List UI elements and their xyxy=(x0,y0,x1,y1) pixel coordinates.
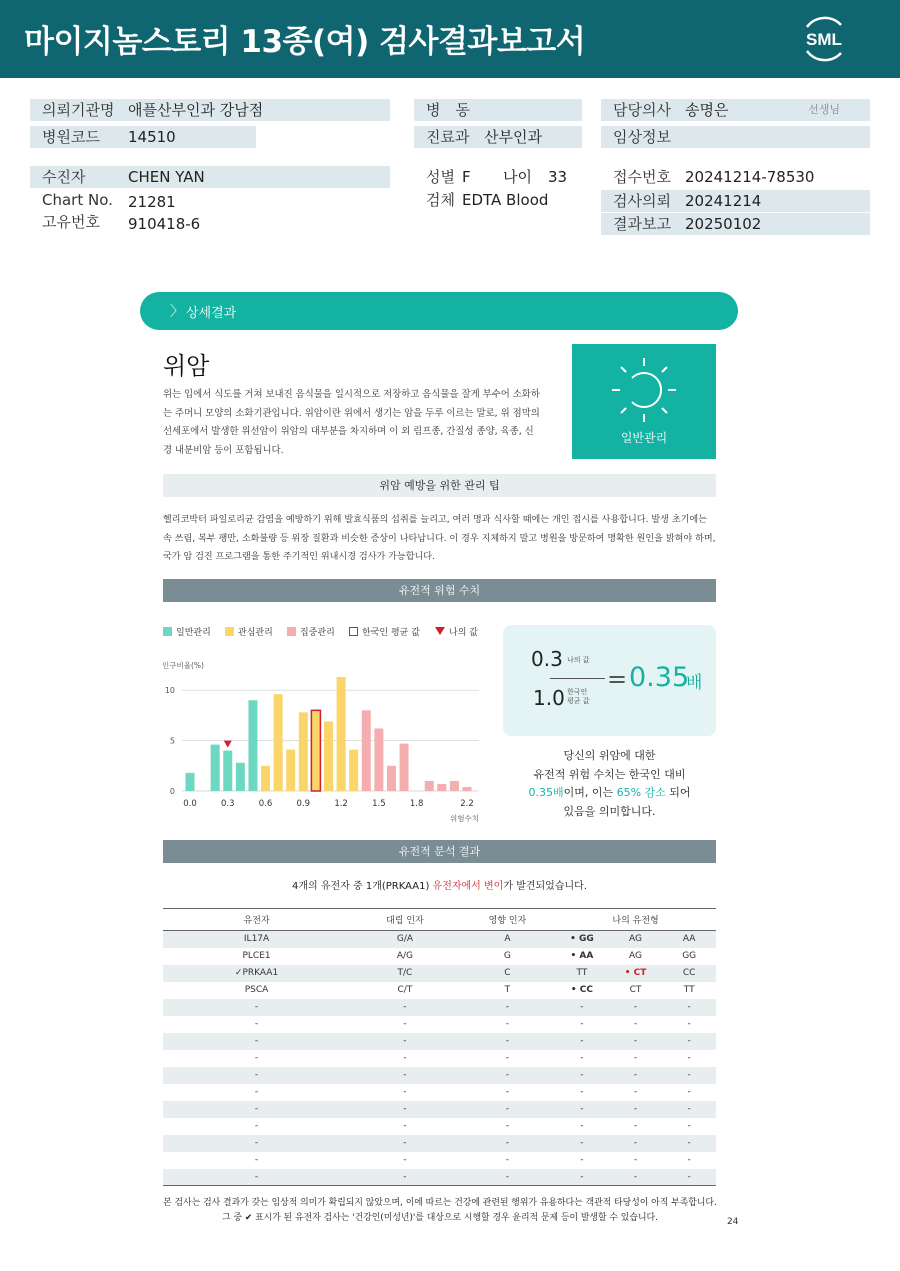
table-cell: T xyxy=(504,985,511,995)
table-cell: - xyxy=(460,999,555,1016)
my-ratio-label: 나의 값 xyxy=(567,656,590,664)
x-tick-label: 1.8 xyxy=(409,799,424,809)
x-tick-label: 0.0 xyxy=(183,799,197,809)
table-cell: - xyxy=(555,1135,609,1152)
table-cell: - xyxy=(254,1155,259,1165)
found-highlight: 유전자에서 변이 xyxy=(432,881,504,892)
found-text: 가 발견되었습니다. xyxy=(503,881,587,892)
department-label: 진료과 xyxy=(426,128,470,146)
table-cell: - xyxy=(580,1087,584,1097)
table-cell: - xyxy=(254,1087,259,1097)
table-cell: - xyxy=(254,1019,259,1029)
table-cell: - xyxy=(609,1033,663,1050)
doctor-field xyxy=(601,99,870,121)
hospital-code-label: 병원코드 xyxy=(42,128,100,146)
request-value: 20241214 xyxy=(685,192,762,210)
cancer-description: 위는 입에서 식도를 거쳐 보내진 음식물을 일시적으로 저장하고 음식물을 잘게 부수어 소화하는 주머니 모양의 소화기관입니다. 위암이란 위에서 생기는 암을 두루 이르는 말로, 위 점막의 선세포에서 발생한 위선암이 위암의 대부분을 차지하며 이 외 림프종, 간질성 종양, 육종, 신경 내분비암 등이 포함됩니다. xyxy=(163,389,540,456)
chart-bar xyxy=(261,766,270,791)
my-value-marker xyxy=(224,741,232,748)
summary-line-2: 유전적 위험 수치는 한국인 대비 xyxy=(533,767,686,781)
risk-summary xyxy=(503,747,716,821)
ward-field xyxy=(414,99,582,121)
table-cell: - xyxy=(633,1155,638,1165)
badge-label: 일반관리 xyxy=(620,431,668,445)
table-cell: - xyxy=(350,1135,460,1152)
summary-line-3 xyxy=(503,784,716,803)
institution-value: 애플산부인과 강남점 xyxy=(128,101,264,119)
institution-field xyxy=(30,99,390,121)
report-value: 20250102 xyxy=(685,215,762,233)
table-row xyxy=(163,1033,716,1050)
legend-swatch xyxy=(349,627,358,636)
table-cell: CC xyxy=(662,965,716,982)
table-cell: - xyxy=(403,1155,407,1165)
summary-decrease: 65% 감소 xyxy=(616,786,666,799)
table-cell: - xyxy=(555,999,609,1016)
table-cell: - xyxy=(460,1135,555,1152)
average-bar xyxy=(311,710,320,791)
sex-label: 성별 xyxy=(426,168,455,186)
summary-ratio: 0.35배 xyxy=(528,786,564,799)
table-cell: - xyxy=(254,1053,259,1063)
table-row xyxy=(163,1135,716,1152)
chart-bar xyxy=(349,750,358,791)
sun-icon xyxy=(610,356,678,424)
table-cell: - xyxy=(163,1135,350,1152)
age-value: 33 xyxy=(548,168,568,186)
request-field xyxy=(601,190,870,212)
table-cell: PLCE1 xyxy=(242,951,271,961)
chart-no-value: 21281 xyxy=(128,193,176,211)
risk-result-value: 0.35 xyxy=(629,662,690,693)
table-cell: G xyxy=(503,951,511,961)
table-cell: - xyxy=(609,1169,663,1186)
tips-heading: 위암 예방을 위한 관리 팁 xyxy=(163,474,716,497)
receipt-label: 접수번호 xyxy=(613,168,671,186)
ward-label: 병 동 xyxy=(426,101,470,119)
chart-bar xyxy=(463,787,472,791)
chart-bar xyxy=(236,763,245,791)
legend-swatch xyxy=(225,627,234,636)
table-cell: - xyxy=(460,1101,555,1118)
table-cell: AG xyxy=(609,931,663,948)
chart-bar xyxy=(248,700,257,791)
sml-logo xyxy=(797,13,851,65)
table-cell: - xyxy=(350,1101,460,1118)
department-field xyxy=(414,126,582,148)
legend-label: 나의 값 xyxy=(449,628,478,638)
table-row xyxy=(163,1169,716,1186)
patient-field xyxy=(30,166,390,188)
uid-label: 고유번호 xyxy=(42,213,100,231)
variant-found-text xyxy=(163,877,716,892)
chart-bar xyxy=(362,710,371,791)
table-row xyxy=(163,982,716,999)
legend-label: 집중관리 xyxy=(300,628,335,638)
x-tick-label: 1.2 xyxy=(334,799,348,809)
col-gene: 유전자 xyxy=(163,909,350,931)
logo-text: SML xyxy=(806,30,842,49)
institution-label: 의뢰기관명 xyxy=(42,101,115,119)
request-label: 검사의뢰 xyxy=(613,192,671,210)
chart-bar xyxy=(450,781,459,791)
table-cell: - xyxy=(254,1121,259,1131)
summary-text: 되어 xyxy=(665,786,691,799)
chart-bar xyxy=(286,750,295,791)
table-cell: - xyxy=(662,1101,716,1118)
clinical-label: 임상정보 xyxy=(613,128,671,146)
table-row xyxy=(163,965,716,982)
report-title: 마이지놈스토리 13종(여) 검사결과보고서 xyxy=(24,24,586,60)
chart-bar xyxy=(374,728,383,791)
legend-my-value xyxy=(435,625,478,638)
table-cell: - xyxy=(505,1155,510,1165)
table-cell: - xyxy=(460,1169,555,1186)
x-tick-label: 0.9 xyxy=(296,799,311,809)
table-cell: - xyxy=(633,1087,638,1097)
uid-value: 910418-6 xyxy=(128,215,201,233)
table-cell: - xyxy=(403,1053,407,1063)
risk-result-unit: 배 xyxy=(686,673,703,693)
avg-label-2: 평균 값 xyxy=(567,697,590,705)
table-cell: - xyxy=(609,1067,663,1084)
legend-swatch xyxy=(287,627,296,636)
table-cell: - xyxy=(163,1067,350,1084)
table-row xyxy=(163,1101,716,1118)
x-tick-label: 0.6 xyxy=(258,799,273,809)
table-row xyxy=(163,1084,716,1101)
table-cell: - xyxy=(580,1121,584,1131)
table-cell: GG xyxy=(682,951,697,961)
table-cell: - xyxy=(662,1067,716,1084)
table-cell: - xyxy=(350,1067,460,1084)
y-axis-label: 인구비율(%) xyxy=(162,661,204,670)
table-cell: IL17A xyxy=(163,931,350,948)
table-cell: - xyxy=(555,1033,609,1050)
y-tick-label: 5 xyxy=(169,736,175,746)
fraction-line xyxy=(550,678,605,679)
table-cell: TT xyxy=(683,985,695,995)
table-cell: T/C xyxy=(350,965,460,982)
table-cell: - xyxy=(633,1053,638,1063)
footer-line-1: 본 검사는 검사 결과가 갖는 임상적 의미가 확립되지 않았으며, 이에 따르는 건강에 관련된 행위가 유용하다는 객관적 타당성이 아직 부족합니다. xyxy=(163,1198,717,1208)
table-cell: - xyxy=(505,1019,510,1029)
chart-bar xyxy=(223,751,232,791)
table-cell: A/G xyxy=(396,951,414,961)
table-cell: A xyxy=(460,931,555,948)
table-cell: AA xyxy=(662,931,716,948)
legend-intensive xyxy=(287,625,335,638)
table-cell: • AA xyxy=(570,951,594,961)
uid-field xyxy=(30,211,390,233)
table-row xyxy=(163,1118,716,1135)
table-cell: - xyxy=(662,1033,716,1050)
table-cell: - xyxy=(350,1033,460,1050)
risk-heading: 유전적 위험 수치 xyxy=(163,579,716,602)
table-cell: - xyxy=(350,999,460,1016)
table-cell: - xyxy=(460,1033,555,1050)
chart-no-label: Chart No. xyxy=(42,191,113,209)
page-number: 24 xyxy=(727,1217,739,1227)
table-cell: TT xyxy=(555,965,609,982)
gene-table-header xyxy=(163,909,716,931)
chart-bar xyxy=(425,781,434,791)
avg-label-1: 한국인 xyxy=(567,688,588,696)
avg-ratio-value: 1.0 xyxy=(533,686,565,710)
table-cell: - xyxy=(555,1169,609,1186)
table-cell: - xyxy=(609,999,663,1016)
doctor-suffix: 선생님 xyxy=(808,103,840,116)
table-cell: • GG xyxy=(555,931,609,948)
legend-swatch xyxy=(163,627,172,636)
table-cell: - xyxy=(403,1087,407,1097)
specimen-field xyxy=(414,189,582,211)
specimen-label: 검체 xyxy=(426,191,455,209)
table-cell: - xyxy=(555,1067,609,1084)
table-cell: - xyxy=(403,1121,407,1131)
chart-bar xyxy=(387,766,396,791)
table-cell: - xyxy=(505,1053,510,1063)
table-cell: CT xyxy=(629,985,642,995)
table-row xyxy=(163,1016,716,1033)
legend-label: 일반관리 xyxy=(176,628,211,638)
legend-label: 관심관리 xyxy=(238,628,273,638)
table-cell: - xyxy=(505,1087,510,1097)
detail-results-label: 상세결과 xyxy=(186,306,237,321)
table-cell: - xyxy=(687,1087,691,1097)
hospital-code-field xyxy=(30,126,256,148)
table-cell: - xyxy=(163,1169,350,1186)
table-cell: - xyxy=(163,1101,350,1118)
table-cell: - xyxy=(350,1169,460,1186)
chart-bar xyxy=(337,677,346,791)
table-cell: - xyxy=(609,1135,663,1152)
chart-bar xyxy=(400,744,409,791)
table-row xyxy=(163,948,716,965)
doctor-value: 송명은 xyxy=(685,101,729,119)
table-cell: - xyxy=(505,1121,510,1131)
ratio-box xyxy=(503,625,716,736)
y-tick-label: 10 xyxy=(164,686,175,696)
y-tick-label: 0 xyxy=(169,787,175,796)
table-cell: - xyxy=(687,1019,691,1029)
table-cell: - xyxy=(633,1019,638,1029)
table-cell: - xyxy=(687,1121,691,1131)
cancer-title: 위암 xyxy=(163,352,210,380)
chart-bar xyxy=(186,773,195,791)
table-cell: - xyxy=(662,999,716,1016)
table-cell: ✓PRKAA1 xyxy=(163,965,350,982)
table-cell: C/T xyxy=(397,985,413,995)
equals-sign: = xyxy=(607,665,628,693)
table-cell: - xyxy=(609,1101,663,1118)
table-cell: AG xyxy=(629,951,643,961)
chevron-right-icon: 〉 xyxy=(170,304,184,320)
chart-bar xyxy=(211,745,220,791)
col-effect: 영향 인자 xyxy=(460,909,555,931)
x-tick-label: 1.5 xyxy=(372,799,386,809)
table-cell: - xyxy=(460,1067,555,1084)
summary-line-1: 당신의 위암에 대한 xyxy=(563,749,656,762)
table-cell: G/A xyxy=(350,931,460,948)
hospital-code-value: 14510 xyxy=(128,128,176,146)
table-cell: - xyxy=(662,1135,716,1152)
chart-no-field xyxy=(30,189,390,211)
chart-bar xyxy=(274,694,283,791)
footer-line-2: 그 중 ✔ 표시가 된 유전자 검사는 '건강인(미성년)'를 대상으로 시행할 경우 윤리적 문제 등이 발생할 수 있습니다. xyxy=(222,1212,658,1223)
my-ratio-value: 0.3 xyxy=(531,647,563,671)
table-row xyxy=(163,1050,716,1067)
footer-note xyxy=(130,1196,750,1225)
table-row xyxy=(163,1152,716,1169)
summary-line-4: 있음을 의미합니다. xyxy=(563,804,656,818)
table-cell: - xyxy=(580,1155,584,1165)
clinical-field xyxy=(601,126,870,148)
header-bar xyxy=(0,0,900,78)
table-cell: - xyxy=(403,1019,407,1029)
sex-value: F xyxy=(462,168,471,186)
report-label: 결과보고 xyxy=(613,215,671,233)
table-cell: - xyxy=(580,1019,584,1029)
legend-label: 한국인 평균 값 xyxy=(362,628,420,638)
triangle-down-icon xyxy=(435,627,445,635)
table-cell: • CT xyxy=(609,965,663,982)
table-cell: • CC xyxy=(570,985,593,995)
analysis-heading: 유전적 분석 결과 xyxy=(163,840,716,863)
col-allele: 대립 인자 xyxy=(350,909,460,931)
table-cell: - xyxy=(555,1101,609,1118)
chart-bar xyxy=(437,784,446,791)
x-axis-label: 위험수치 xyxy=(450,814,479,823)
table-cell: - xyxy=(580,1053,584,1063)
table-cell: - xyxy=(687,1155,691,1165)
report-field xyxy=(601,213,870,235)
patient-value: CHEN YAN xyxy=(128,168,205,186)
department-value: 산부인과 xyxy=(484,128,542,146)
doctor-label: 담당의사 xyxy=(613,101,671,119)
col-genotype: 나의 유전형 xyxy=(555,909,716,931)
summary-text: 이며, 이는 xyxy=(563,786,617,799)
legend-average xyxy=(349,625,420,638)
table-cell: C xyxy=(460,965,555,982)
receipt-value: 20241214-78530 xyxy=(685,168,815,186)
legend-general xyxy=(163,625,211,638)
chart-bar xyxy=(324,721,333,791)
table-row xyxy=(163,931,716,948)
table-cell: - xyxy=(163,999,350,1016)
found-text: 4개의 유전자 중 1개(PRKAA1) xyxy=(292,881,433,892)
risk-distribution-chart xyxy=(160,658,485,828)
gene-table xyxy=(163,908,716,1186)
table-cell: - xyxy=(633,1121,638,1131)
table-row xyxy=(163,999,716,1016)
table-cell: PSCA xyxy=(244,985,269,995)
chart-bar xyxy=(299,712,308,791)
tips-text: 헬리코박터 파일로리균 감염을 예방하기 위해 발효식품의 섭취를 늘리고, 여러 명과 식사할 때에는 개인 접시를 사용합니다. 발생 초기에는 속 쓰림, 복부 팽만, 소화불량 등 위장 질환과 비슷한 증상이 나타납니다. 이 경우 지체하지 말고 병원을 방문하여 명확한 원인을 밝혀야 하며, 국가 암 검진 프로그램을 통한 주기적인 위내시경 검사가 가능합니다. xyxy=(163,515,716,562)
age-label: 나이 xyxy=(503,168,532,186)
table-cell: - xyxy=(687,1053,691,1063)
table-row xyxy=(163,1067,716,1084)
x-tick-label: 0.3 xyxy=(221,799,235,809)
table-cell: - xyxy=(662,1169,716,1186)
receipt-field xyxy=(601,166,870,188)
x-tick-label: 2.2 xyxy=(460,799,474,809)
sex-age-field xyxy=(414,166,582,188)
patient-label: 수진자 xyxy=(42,168,86,186)
detail-results-header[interactable] xyxy=(140,292,738,330)
specimen-value: EDTA Blood xyxy=(462,191,549,209)
table-cell: - xyxy=(163,1033,350,1050)
management-badge xyxy=(572,344,716,459)
legend-interest xyxy=(225,625,273,638)
